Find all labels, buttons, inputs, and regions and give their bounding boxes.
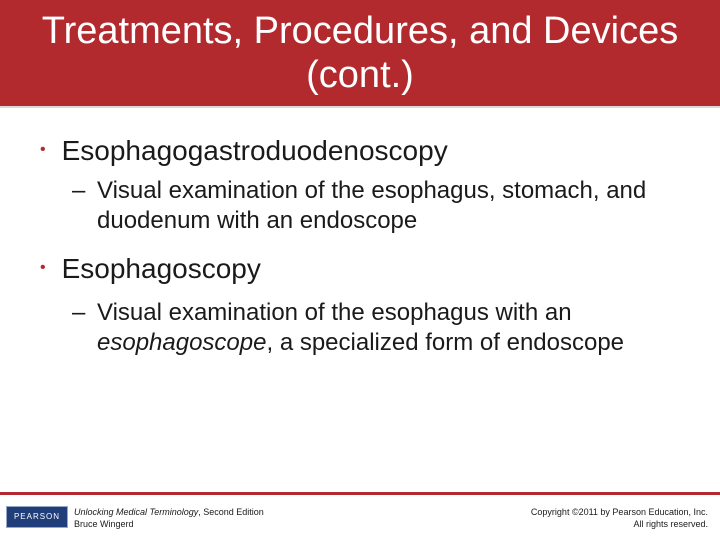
bullet-dot-icon: • [40,140,46,158]
dash-icon: – [72,177,86,204]
title-bar [0,0,720,108]
definition-italic-term: esophagoscope [97,329,267,356]
sub-bullet-text: Visual examination of the esophagus, stomach, and duodenum with an endoscope [97,177,647,234]
footer-divider [0,492,720,495]
publisher-logo: PEARSON [6,506,68,528]
book-title: Unlocking Medical Terminology [74,507,199,517]
definition-part: , a specialized form of endoscope [266,329,625,356]
bullet-dot-icon: • [40,258,46,276]
bullet-item [40,252,261,288]
dash-icon: – [72,299,86,326]
slide-title: Treatments, Procedures, and Devices (cont.) [41,10,679,96]
bullet-term: Esophagogastroduodenoscopy [61,135,448,166]
book-edition: , Second Edition [198,507,264,517]
sub-bullet-text [72,298,672,358]
bullet-item [40,134,448,170]
sub-bullet-item [72,298,672,358]
definition-part: Visual examination of the esophagus with an [97,299,572,326]
rights-text: All rights reserved. [633,519,708,529]
book-author: Bruce Wingerd [74,519,134,529]
footer-copyright [531,506,708,530]
copyright-text: Copyright ©2011 by Pearson Education, Inc. [530,507,708,517]
bullet-term: Esophagoscopy [61,253,261,284]
footer-citation [74,506,264,530]
sub-bullet-item [72,176,672,236]
